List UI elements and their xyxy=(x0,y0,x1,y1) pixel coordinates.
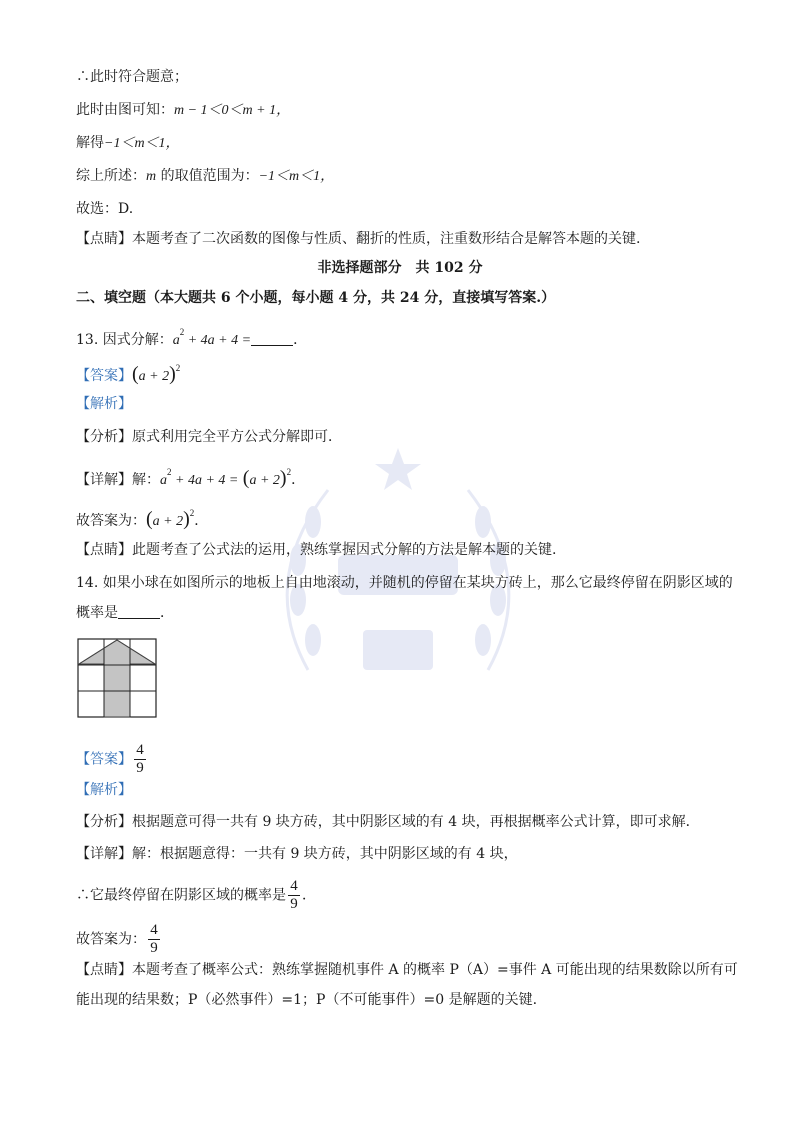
final-text: 故答案为： xyxy=(76,931,146,948)
dianjing-tag: 【点睛】 xyxy=(76,962,132,978)
q14-answer xyxy=(76,742,148,777)
prev-line-4-math: −1＜m＜1， xyxy=(258,169,335,184)
close-paren: ) xyxy=(279,467,287,489)
answer-tag: 【答案】 xyxy=(76,751,132,768)
section-subtitle: 二、填空题（本大题共 6 个小题，每小题 4 分，共 24 分，直接填写答案.） xyxy=(76,290,556,306)
xiangjie-end: ． xyxy=(291,472,306,488)
fenxi-tag: 【分析】 xyxy=(76,814,132,830)
xiangjie-tag: 【详解】 xyxy=(76,846,132,862)
tile-floor-figure xyxy=(77,638,157,720)
fenxi-text: 根据题意可得一共有 9 块方砖，其中阴影区域的有 4 块，再根据概率公式计算，即可求解． xyxy=(132,814,700,830)
prev-line-2-text: 此时由图可知： xyxy=(76,102,174,118)
q13-answer-blank xyxy=(251,331,293,346)
q13-xiangjie xyxy=(76,462,305,491)
q13-expr-a: a xyxy=(172,333,180,348)
prev-line-5: 故选：D. xyxy=(76,201,134,217)
q14-stem: 14. 如果小球在如图所示的地板上自由地滚动，并随机的停留在某块方砖上，那么它最终停留在阴影区域的 xyxy=(76,575,733,591)
fraction-numerator: 4 xyxy=(150,922,158,938)
q13-expr-rest: + 4a + 4 = xyxy=(184,333,252,348)
q14-end: ． xyxy=(160,605,174,621)
prev-line-1: ∴此时符合题意； xyxy=(76,69,188,85)
dianjing-tag: 【点睛】 xyxy=(76,542,132,558)
q14-dianjing xyxy=(76,960,738,980)
prev-line-3-math: −1＜m＜1， xyxy=(104,136,180,151)
q14-fenxi xyxy=(76,812,700,832)
q13-answer-sup: 2 xyxy=(175,363,181,373)
xiangjie-expr-rest: + 4a + 4 = xyxy=(171,473,239,488)
close-paren: ) xyxy=(183,508,190,530)
q14-stem2-text: 概率是 xyxy=(76,605,118,621)
prev-line-2-math: m − 1＜0＜m + 1， xyxy=(174,103,291,118)
xiangjie-expr-a: a xyxy=(160,473,167,488)
q13-stem-text: 13. 因式分解： xyxy=(76,332,173,348)
answer-tag: 【答案】 xyxy=(76,368,132,384)
final-text: 故答案为： xyxy=(76,513,146,529)
q14-analysis-tag: 【解析】 xyxy=(76,782,132,798)
open-paren: ( xyxy=(146,508,153,530)
therefore-end: ． xyxy=(302,887,316,904)
q13-fenxi xyxy=(76,427,342,447)
xiangjie-result: a + 2 xyxy=(249,473,280,488)
q14-final xyxy=(76,922,162,957)
prev-dianjing xyxy=(76,229,640,249)
fraction-denominator: 9 xyxy=(136,760,144,776)
prev-line-4-m: m xyxy=(146,169,157,184)
q14-dianjing-2: 能出现的结果数；P（必然事件）=1；P（不可能事件）=0 是解题的关键. xyxy=(76,992,538,1008)
fraction-denominator: 9 xyxy=(150,940,158,956)
fraction-numerator: 4 xyxy=(290,878,298,894)
prev-line-4 xyxy=(76,166,334,187)
prev-line-4-text2: 的取值范围为： xyxy=(156,168,259,184)
fraction-numerator: 4 xyxy=(136,742,144,758)
therefore-text: ∴它最终停留在阴影区域的概率是 xyxy=(76,887,286,904)
xiangjie-text: 解：根据题意得：一共有 9 块方砖，其中阴影区域的有 4 块， xyxy=(132,846,518,862)
dianjing-text: 本题考查了二次函数的图像与性质、翻折的性质，注重数形结合是解答本题的关键. xyxy=(132,231,641,247)
section-title: 非选择题部分 共 102 分 xyxy=(317,260,483,276)
open-paren: ( xyxy=(242,467,250,489)
prev-line-4-text: 综上所述： xyxy=(76,168,146,184)
q14-stem-2 xyxy=(76,603,174,623)
dianjing-text: 本题考查了概率公式：熟练掌握随机事件 A 的概率 P（A）=事件 A 可能出现的结果数除以所有可 xyxy=(132,962,738,978)
q13-analysis-tag: 【解析】 xyxy=(76,396,132,412)
final-fraction xyxy=(148,922,160,957)
fenxi-text: 原式利用完全平方公式分解即可． xyxy=(132,429,342,445)
q13-expr-sup: 2 xyxy=(179,327,185,337)
xiangjie-tag: 【详解】 xyxy=(76,472,132,488)
close-paren: ) xyxy=(169,363,176,385)
xiangjie-text: 解： xyxy=(132,472,160,488)
q14-xiangjie xyxy=(76,844,518,864)
final-end: ． xyxy=(194,513,209,529)
q13-answer-expr: a + 2 xyxy=(138,369,170,384)
q14-therefore xyxy=(76,878,316,913)
q13-final xyxy=(76,503,208,532)
fenxi-tag: 【分析】 xyxy=(76,429,132,445)
q14-answer-fraction xyxy=(134,742,146,777)
dianjing-tag: 【点睛】 xyxy=(76,231,132,247)
xiangjie-result-sup: 2 xyxy=(286,467,292,477)
xiangjie-sup: 2 xyxy=(167,467,172,477)
q13-dianjing xyxy=(76,540,556,560)
final-sup: 2 xyxy=(189,508,195,518)
final-expr: a + 2 xyxy=(152,514,184,529)
prev-line-3 xyxy=(76,133,180,154)
q14-answer-blank xyxy=(118,604,160,619)
prev-line-3-text: 解得 xyxy=(76,135,104,151)
q13-stem xyxy=(76,322,307,351)
dianjing-text: 此题考查了公式法的运用，熟练掌握因式分解的方法是解本题的关键. xyxy=(132,542,557,558)
therefore-fraction xyxy=(288,878,300,913)
q13-answer xyxy=(76,358,180,387)
prev-line-2 xyxy=(76,100,290,121)
q13-end: ． xyxy=(293,332,308,348)
open-paren: ( xyxy=(132,363,139,385)
fraction-denominator: 9 xyxy=(290,896,298,912)
